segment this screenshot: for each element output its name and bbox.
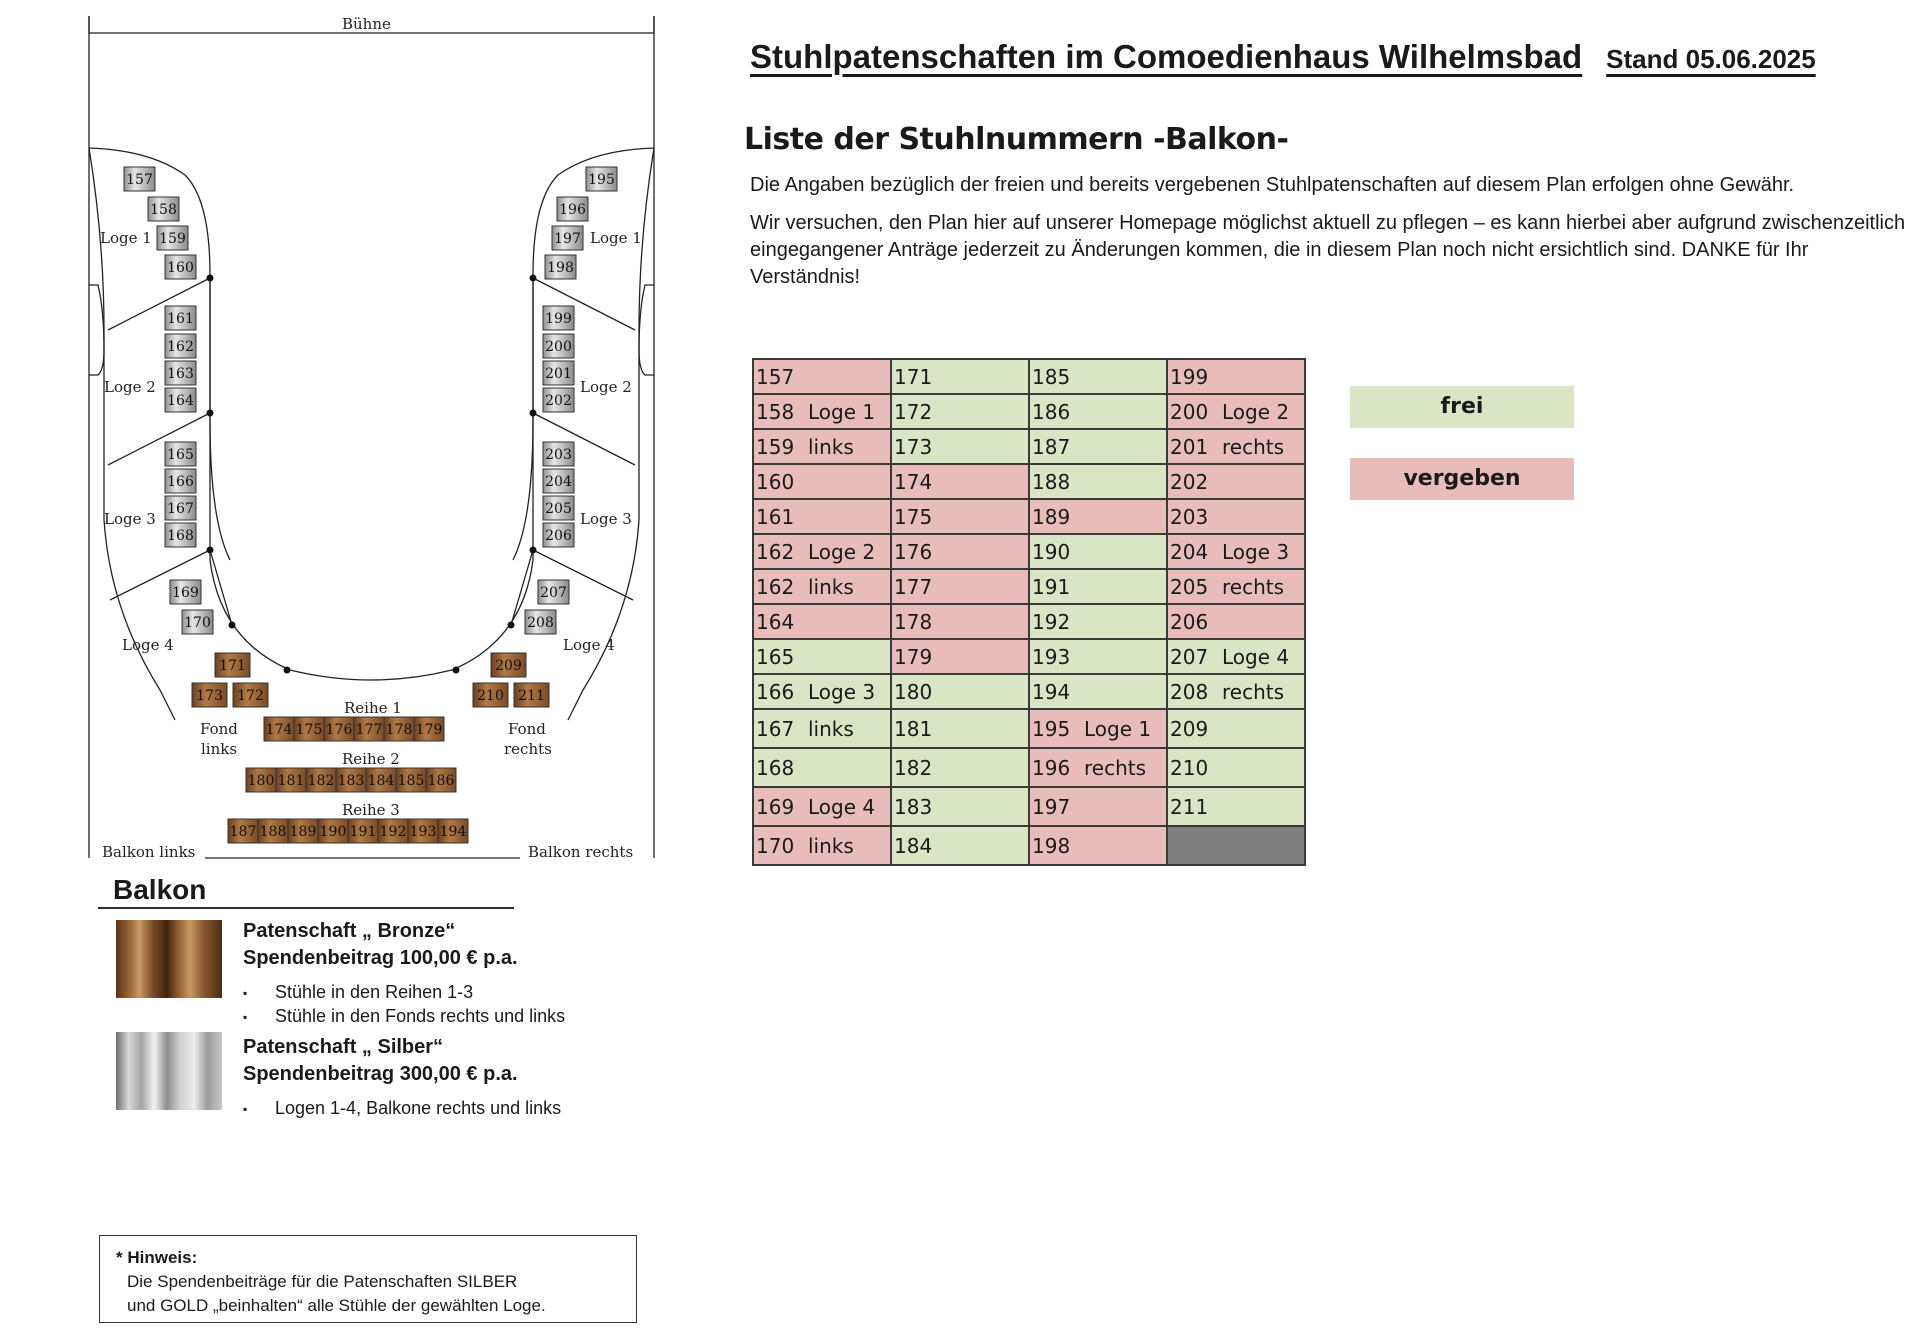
silver-seat: 204: [545, 474, 572, 490]
seat-number: 182: [894, 755, 933, 780]
table-row: [753, 359, 1305, 394]
seat-number: 172: [894, 399, 933, 424]
legend-frei: frei: [1350, 386, 1574, 428]
bronze-item: ▪ Stühle in den Fonds rechts und links: [243, 1006, 566, 1026]
seat-cell: [891, 534, 1029, 569]
seat-number: 202: [1170, 469, 1209, 494]
bronze-seat: 174: [265, 722, 293, 738]
table-row: [753, 787, 1305, 826]
seat-number: 165: [756, 644, 795, 669]
silver-seat: 170: [184, 615, 211, 631]
table-row: [753, 709, 1305, 748]
bronze-seat: 177: [355, 722, 383, 738]
loge-label: links: [808, 574, 854, 599]
silver-seat: 206: [545, 528, 572, 544]
seat-cell: [891, 674, 1029, 709]
seat-cell: [753, 359, 891, 394]
loge-label: links: [808, 434, 854, 459]
seat-number: 164: [756, 609, 795, 634]
seat-number: 170: [756, 833, 795, 858]
seat-number: 210: [1170, 755, 1209, 780]
table-row: [753, 464, 1305, 499]
seat-number: 181: [894, 716, 933, 741]
bronze-seat: 175: [295, 722, 323, 738]
seat-number: 184: [894, 833, 933, 858]
bronze-seat: 178: [385, 722, 413, 738]
loge-3-right-label: Loge 3: [580, 510, 632, 528]
bronze-seat: 176: [325, 722, 353, 738]
seat-cell: [1029, 639, 1167, 674]
seat-number: 161: [756, 504, 795, 529]
seat-cell: [1029, 429, 1167, 464]
bronze-seat: 193: [409, 824, 437, 840]
seat-cell: [753, 429, 891, 464]
stage-label: Bühne: [342, 15, 391, 33]
seat-number: 157: [756, 364, 795, 389]
seat-number: 198: [1032, 833, 1071, 858]
balkon-right-label: Balkon rechts: [528, 843, 634, 861]
seat-number: 189: [1032, 504, 1071, 529]
seat-number: 173: [894, 434, 933, 459]
loge-label: Loge 2: [808, 539, 876, 564]
seat-cell: [1167, 639, 1305, 674]
seat-cell: [1167, 709, 1305, 748]
table-row: [753, 534, 1305, 569]
silver-seat: 167: [167, 501, 194, 517]
bronze-title: Patenschaft „ Bronze“: [243, 920, 456, 942]
silver-seat: 164: [167, 393, 194, 409]
seat-number: 174: [894, 469, 933, 494]
loge-label: rechts: [1222, 434, 1285, 459]
seat-cell: [1029, 394, 1167, 429]
bronze-seat: 181: [277, 773, 305, 789]
bronze-seat: 194: [439, 824, 467, 840]
loge-label: Loge 4: [808, 794, 876, 819]
seat-number: 166: [756, 679, 795, 704]
seat-cell: [1167, 604, 1305, 639]
balkon-title: Balkon: [113, 874, 207, 905]
silber-item: ▪ Logen 1-4, Balkone rechts und links: [243, 1098, 562, 1118]
info-text: Wir versuchen, den Plan hier auf unserer Homepage möglichst aktuell zu pflegen – es kann hierbei aber aufgrund zwischenzeitlich eingegangener Anträge jederzeit zu Änderungen kommen, die in diesem Plan noch nicht ersichtlich sind. DANKE für Ihr Verständnis!: [750, 212, 1906, 288]
silver-seat: 168: [167, 528, 194, 544]
silver-seat: 200: [545, 339, 572, 355]
page-subtitle: Liste der Stuhlnummern -Balkon-: [744, 122, 1289, 157]
silver-seat: 195: [588, 172, 615, 188]
bronze-seat: 171: [219, 658, 246, 674]
seat-number: 190: [1032, 539, 1071, 564]
seat-cell: [1167, 499, 1305, 534]
table-row: [753, 569, 1305, 604]
silver-seat: 158: [150, 202, 177, 218]
silver-seat: 169: [172, 585, 199, 601]
bronze-seat: 185: [397, 773, 425, 789]
seat-cell: [891, 359, 1029, 394]
loge-label: rechts: [1084, 755, 1147, 780]
seat-number: 206: [1170, 609, 1209, 634]
seat-cell: [753, 787, 891, 826]
seat-number: 176: [894, 539, 933, 564]
seat-cell: [1029, 826, 1167, 865]
bronze-price: Spendenbeitrag 100,00 € p.a.: [243, 947, 518, 969]
seat-cell: [891, 748, 1029, 787]
loge-label: Loge 3: [808, 679, 876, 704]
silver-seat: 162: [167, 339, 194, 355]
silver-seat: 199: [545, 311, 572, 327]
loge-4-right-label: Loge 4: [563, 636, 615, 654]
silver-seat: 159: [159, 231, 186, 247]
seat-cell: [1167, 569, 1305, 604]
table-row: [753, 748, 1305, 787]
silver-seat: 163: [167, 366, 194, 382]
seat-cell: [753, 604, 891, 639]
table-row: [753, 826, 1305, 865]
seat-cell: [1029, 464, 1167, 499]
loge-label: Loge 1: [808, 399, 876, 424]
bronze-seat: 179: [415, 722, 443, 738]
silver-seat: 197: [554, 231, 581, 247]
hinweis-line: Die Spendenbeiträge für die Patenschaften SILBER: [127, 1272, 518, 1291]
hinweis-title: * Hinweis:: [116, 1248, 198, 1267]
seat-number: 208: [1170, 679, 1209, 704]
seat-number: 175: [894, 504, 933, 529]
seat-cell: [1029, 748, 1167, 787]
table-row: [753, 499, 1305, 534]
loge-label: Loge 1: [1084, 716, 1152, 741]
seat-cell: [1167, 748, 1305, 787]
silver-seat: 208: [527, 615, 554, 631]
bronze-heading: [243, 918, 518, 972]
seat-cell: [753, 826, 891, 865]
loge-label: Loge 2: [1222, 399, 1290, 424]
seat-number: 171: [894, 364, 933, 389]
title-text: Stuhlpatenschaften im Comoedienhaus Wilhelmsbad: [750, 38, 1583, 75]
table-row: [753, 604, 1305, 639]
bronze-seat: 173: [196, 688, 223, 704]
seat-number: 194: [1032, 679, 1071, 704]
seat-cell: [753, 394, 891, 429]
seat-cell: [891, 826, 1029, 865]
divider: [98, 907, 514, 909]
seat-cell: [1167, 359, 1305, 394]
bronze-seat: 189: [289, 824, 317, 840]
table-row: [753, 429, 1305, 464]
silver-seat: 205: [545, 501, 572, 517]
seat-cell: [1167, 674, 1305, 709]
seat-cell: [753, 709, 891, 748]
seat-number: 199: [1170, 364, 1209, 389]
silver-seat: 165: [167, 447, 194, 463]
bronze-seat: 210: [477, 688, 504, 704]
silber-price: Spendenbeitrag 300,00 € p.a.: [243, 1063, 518, 1085]
seat-number: 158: [756, 399, 795, 424]
seat-cell: [753, 499, 891, 534]
seat-number: 192: [1032, 609, 1071, 634]
silver-seat: 196: [559, 202, 586, 218]
loge-label: Loge 3: [1222, 539, 1290, 564]
stand-date: Stand 05.06.2025: [1606, 44, 1816, 74]
bronze-seat: 209: [495, 658, 522, 674]
bronze-seat: 188: [259, 824, 287, 840]
seat-cell: [1029, 359, 1167, 394]
seat-number: 211: [1170, 794, 1209, 819]
silber-swatch: [116, 1032, 222, 1110]
page-title: [750, 38, 1816, 76]
seat-cell: [753, 639, 891, 674]
fond-right-label-1: Fond: [508, 720, 546, 738]
bronze-seat: 186: [427, 773, 455, 789]
seat-number: 177: [894, 574, 933, 599]
seat-number: 162: [756, 539, 795, 564]
loge-1-left-label: Loge 1: [100, 229, 152, 247]
silver-seat: 207: [540, 585, 567, 601]
loge-2-right-label: Loge 2: [580, 378, 632, 396]
seat-cell: [753, 464, 891, 499]
seat-number: 191: [1032, 574, 1071, 599]
seat-number: 193: [1032, 644, 1071, 669]
seat-number: 160: [756, 469, 795, 494]
seat-number: 200: [1170, 399, 1209, 424]
bronze-seat: 172: [237, 688, 264, 704]
loge-4-left-label: Loge 4: [122, 636, 174, 654]
silver-seat: 166: [167, 474, 194, 490]
seat-cell: [891, 709, 1029, 748]
seat-number: 196: [1032, 755, 1071, 780]
bronze-seat: 180: [247, 773, 275, 789]
seat-cell: [1167, 787, 1305, 826]
seat-cell: [1167, 534, 1305, 569]
seat-cell: [1167, 429, 1305, 464]
loge-label: links: [808, 716, 854, 741]
loge-label: rechts: [1222, 574, 1285, 599]
loge-2-left-label: Loge 2: [104, 378, 156, 396]
seat-cell: [891, 604, 1029, 639]
seat-cell: [891, 464, 1029, 499]
seat-number: 179: [894, 644, 933, 669]
bronze-swatch: [116, 920, 222, 998]
seating-plan: [0, 0, 680, 880]
bronze-seat: 187: [229, 824, 257, 840]
silber-title: Patenschaft „ Silber“: [243, 1036, 444, 1058]
seat-number: 183: [894, 794, 933, 819]
hinweis-line: und GOLD „beinhalten“ alle Stühle der gewählten Loge.: [127, 1296, 546, 1315]
row-1-label: Reihe 1: [344, 699, 402, 717]
seat-number: 186: [1032, 399, 1071, 424]
fond-left-label-1: Fond: [200, 720, 238, 738]
seat-cell: [1029, 787, 1167, 826]
bronze-seat: 182: [307, 773, 335, 789]
row-3-label: Reihe 3: [342, 801, 400, 819]
silver-seat: 157: [126, 172, 153, 188]
balkon-left-label: Balkon links: [102, 843, 196, 861]
loge-label: rechts: [1222, 679, 1285, 704]
seat-cell: [1029, 569, 1167, 604]
seat-cell: [1029, 674, 1167, 709]
seat-cell: [1029, 604, 1167, 639]
seat-cell: [891, 499, 1029, 534]
seat-cell: [891, 639, 1029, 674]
fond-left-label-2: links: [201, 740, 238, 758]
bronze-item: ▪ Stühle in den Reihen 1-3: [243, 982, 474, 1002]
seat-number: 197: [1032, 794, 1071, 819]
seat-number: 162: [756, 574, 795, 599]
silver-seat: 160: [167, 260, 194, 276]
seat-number: 180: [894, 679, 933, 704]
seat-number: 203: [1170, 504, 1209, 529]
seat-number: 167: [756, 716, 795, 741]
seat-number: 169: [756, 794, 795, 819]
seat-cell: [891, 429, 1029, 464]
silver-seat: 198: [547, 260, 574, 276]
row-2-label: Reihe 2: [342, 750, 400, 768]
seat-cell: [891, 569, 1029, 604]
loge-label: links: [808, 833, 854, 858]
silver-seat: 161: [167, 311, 194, 327]
table-row: [753, 394, 1305, 429]
bronze-seat: 184: [367, 773, 395, 789]
seat-cell: [753, 748, 891, 787]
seat-cell: [753, 674, 891, 709]
seat-cell: [1029, 499, 1167, 534]
seat-number: 205: [1170, 574, 1209, 599]
seat-number: 188: [1032, 469, 1071, 494]
seat-cell: [753, 569, 891, 604]
silver-seat: 202: [545, 393, 572, 409]
seat-number: 207: [1170, 644, 1209, 669]
loge-1-right-label: Loge 1: [590, 229, 642, 247]
seat-cell: [891, 787, 1029, 826]
disclaimer-text: Die Angaben bezüglich der freien und bereits vergebenen Stuhlpatenschaften auf diesem Plan erfolgen ohne Gewähr.: [750, 174, 1795, 196]
bronze-seat: 211: [518, 688, 545, 704]
hinweis-box: [99, 1235, 637, 1323]
silver-seat: 201: [545, 366, 572, 382]
seat-cell: [1029, 534, 1167, 569]
loge-label: Loge 4: [1222, 644, 1290, 669]
seat-cell: [1167, 826, 1305, 865]
seat-cell: [1029, 709, 1167, 748]
seat-number: 185: [1032, 364, 1071, 389]
seat-number: 178: [894, 609, 933, 634]
fond-right-label-2: rechts: [504, 740, 552, 758]
seat-cell: [891, 394, 1029, 429]
seat-number: 201: [1170, 434, 1209, 459]
seat-number: 195: [1032, 716, 1071, 741]
seat-number: 204: [1170, 539, 1209, 564]
legend-vergeben: vergeben: [1350, 458, 1574, 500]
seat-table: [752, 358, 1306, 866]
seat-number: 159: [756, 434, 795, 459]
seat-cell: [1167, 464, 1305, 499]
bronze-seat: 183: [337, 773, 365, 789]
bronze-seat: 192: [379, 824, 407, 840]
table-row: [753, 674, 1305, 709]
seat-cell: [753, 534, 891, 569]
seat-cell: [1167, 394, 1305, 429]
bronze-seat: 190: [319, 824, 347, 840]
loge-3-left-label: Loge 3: [104, 510, 156, 528]
seat-number: 187: [1032, 434, 1071, 459]
bronze-seat: 191: [349, 824, 377, 840]
silver-seat: 203: [545, 447, 572, 463]
table-row: [753, 639, 1305, 674]
seat-number: 168: [756, 755, 795, 780]
silber-heading: [243, 1034, 518, 1088]
seat-number: 209: [1170, 716, 1209, 741]
